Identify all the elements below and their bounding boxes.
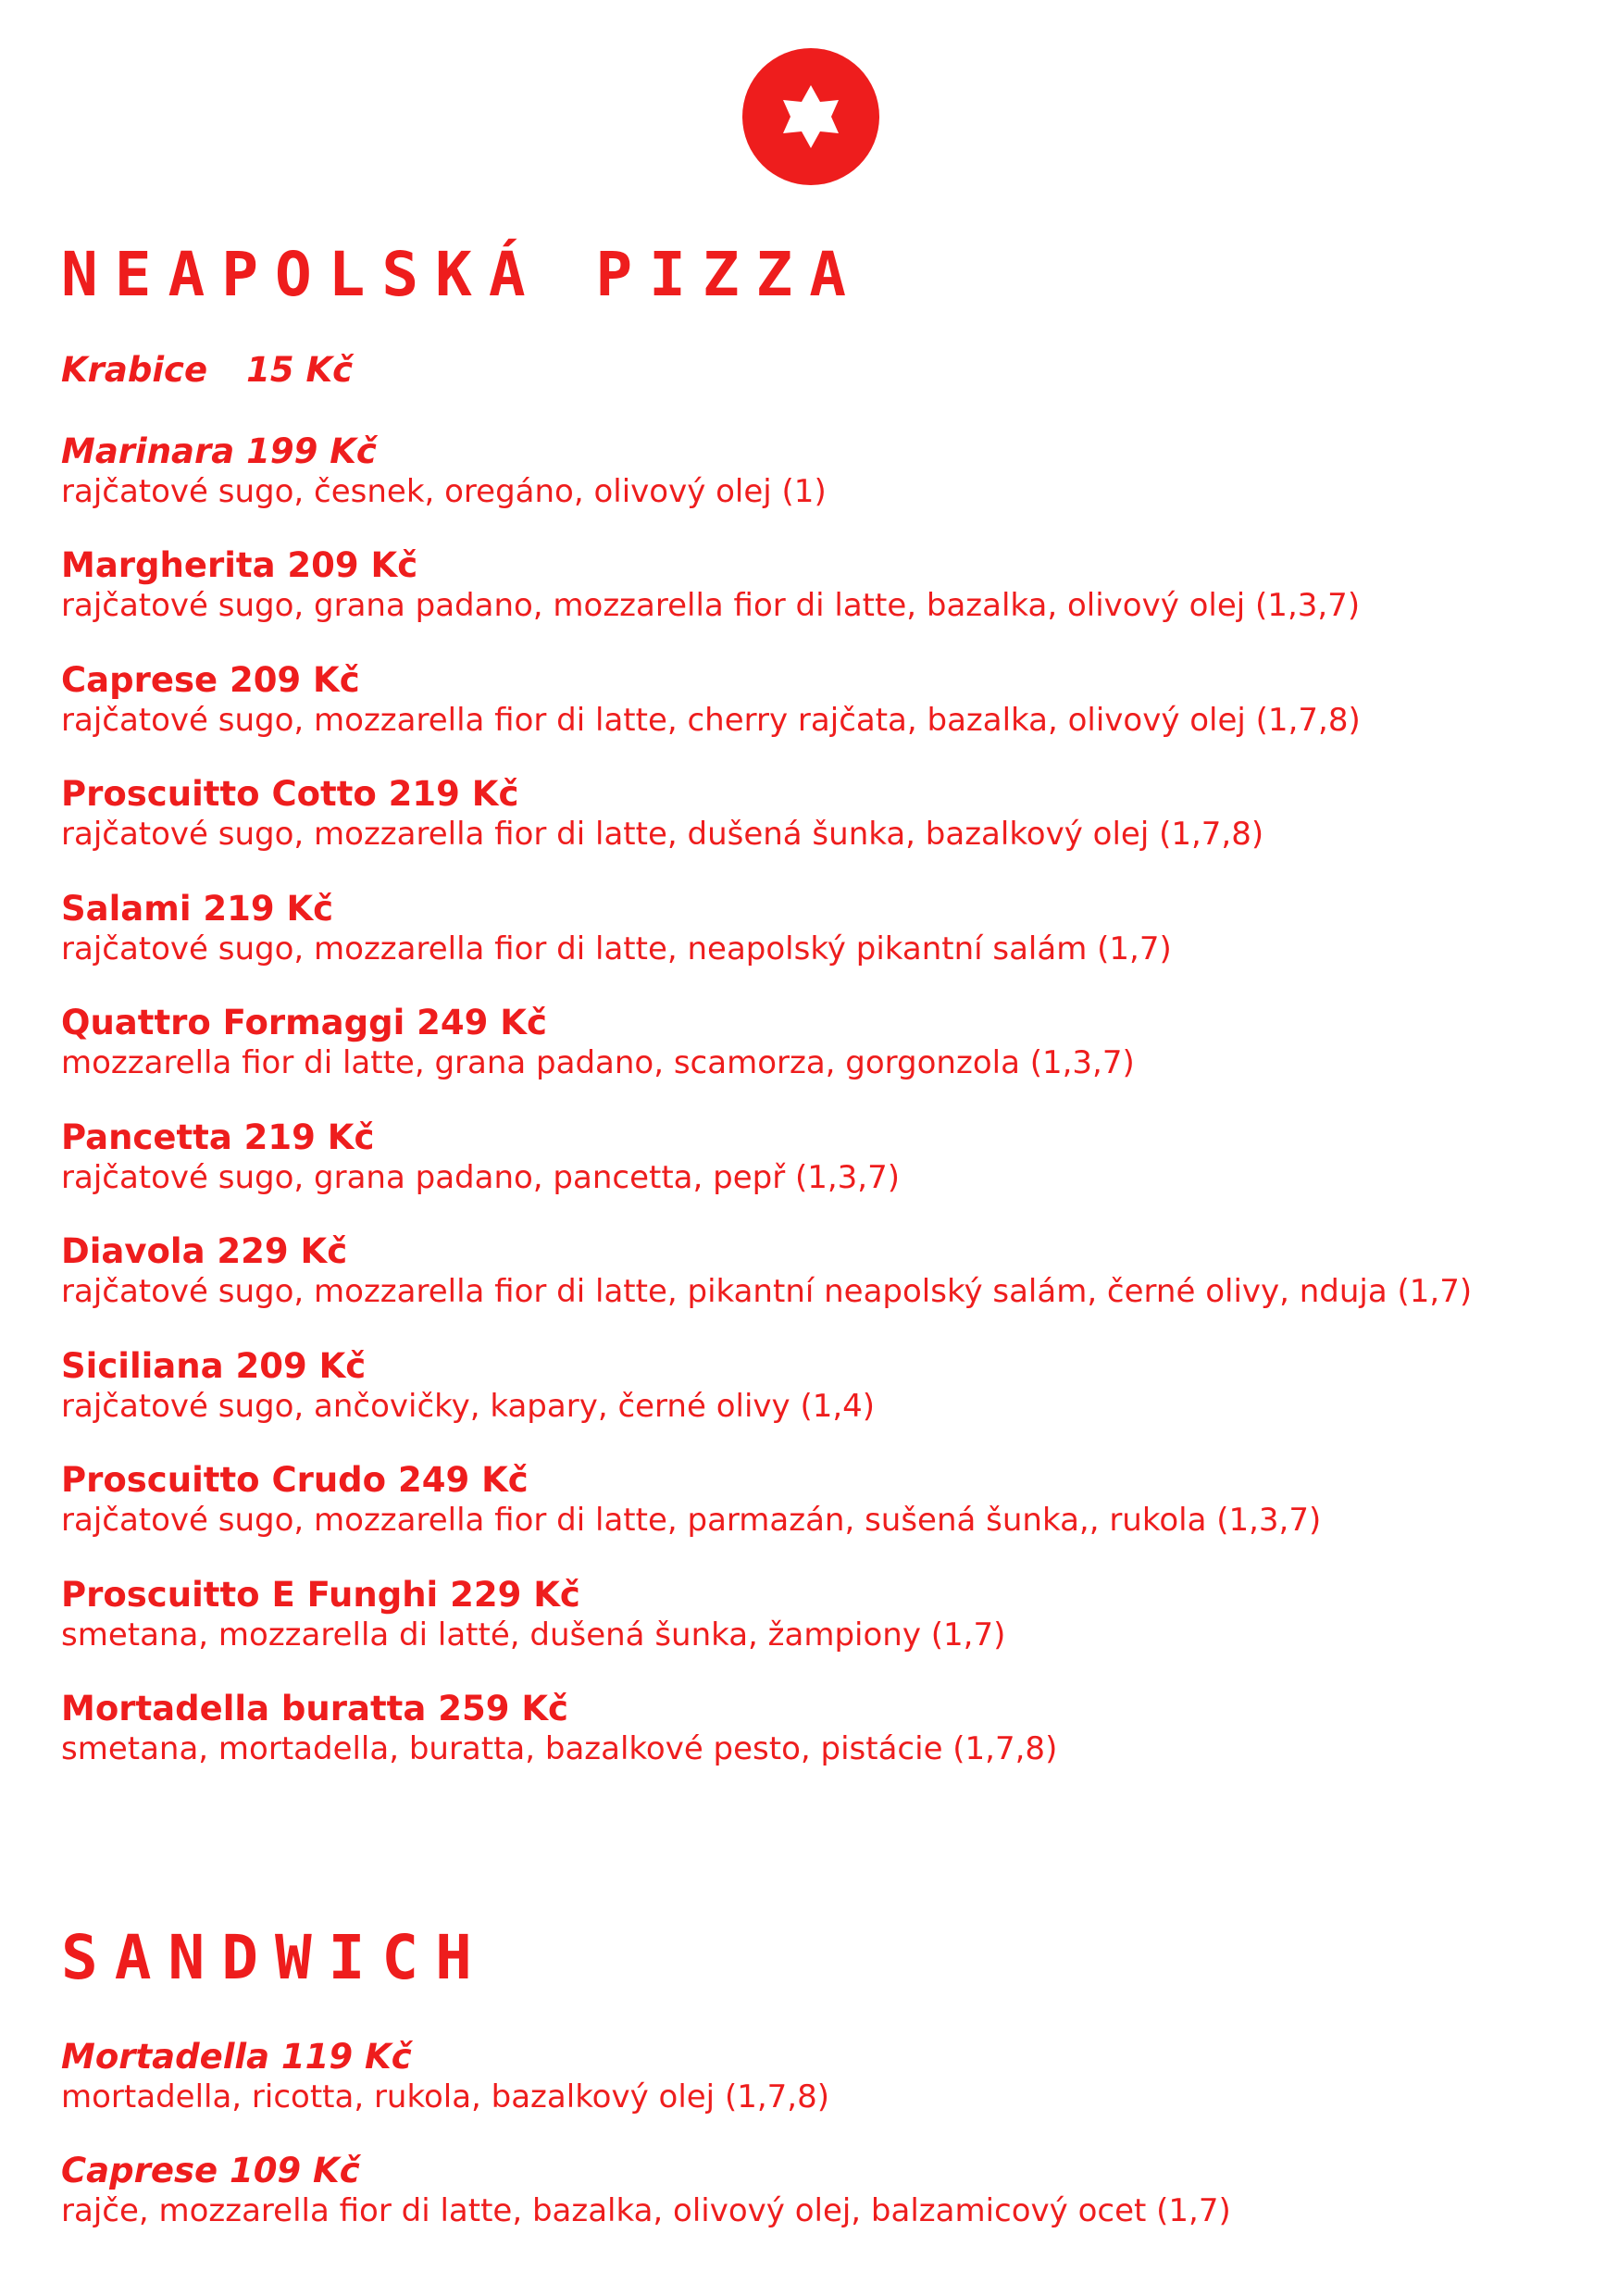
logo [742, 48, 879, 185]
menu-item-name: Pancetta 219 Kč [61, 1117, 375, 1157]
menu-item-name: Proscuitto Cotto 219 Kč [61, 774, 519, 814]
menu-item [61, 1575, 1598, 1654]
menu-item [61, 545, 1598, 625]
menu-item-description: rajčatové sugo, česnek, oregáno, olivový olej (1) [61, 473, 827, 510]
menu-item-name: Diavola 229 Kč [61, 1231, 348, 1271]
menu-item-name: Mortadella buratta 259 Kč [61, 1689, 568, 1728]
menu-item [61, 2037, 1598, 2116]
menu-item-name: Margherita 209 Kč [61, 545, 418, 585]
menu-item-description: smetana, mortadella, buratta, bazalkové pesto, pistácie (1,7,8) [61, 1730, 1058, 1767]
menu-item-description: rajčatové sugo, mozzarella fior di latte, neapolský pikantní salám (1,7) [61, 930, 1172, 967]
menu-item-description: smetana, mozzarella di latté, dušená šunka, žampiony (1,7) [61, 1616, 1006, 1653]
star-badge-icon [742, 48, 879, 185]
section-title-pizza: NEAPOLSKÁ PIZZA [61, 239, 864, 310]
menu-item-description: mozzarella fior di latte, grana padano, scamorza, gorgonzola (1,3,7) [61, 1044, 1135, 1081]
menu-item [61, 1003, 1598, 1082]
menu-item-name: Quattro Formaggi 249 Kč [61, 1003, 547, 1042]
menu-item-description: rajčatové sugo, grana padano, mozzarella fior di latte, bazalka, olivový olej (1,3,7) [61, 587, 1361, 624]
menu-item-name: Proscuitto Crudo 249 Kč [61, 1460, 529, 1500]
menu-item-description: rajčatové sugo, mozzarella fior di latte, pikantní neapolský salám, černé olivy, nduja (1,7) [61, 1273, 1473, 1310]
box-label: Krabice [61, 350, 208, 390]
menu-item [61, 1117, 1598, 1197]
box-price: 15 Kč [246, 350, 354, 390]
menu-item [61, 1231, 1598, 1311]
section-title-sandwich: SANDWICH [61, 1922, 489, 1993]
menu-item-name: Caprese 109 Kč [61, 2151, 360, 2190]
menu-item-description: rajče, mozzarella fior di latte, bazalka, olivový olej, balzamicový ocet (1,7) [61, 2192, 1231, 2229]
menu-item [61, 1460, 1598, 1540]
menu-item [61, 1689, 1598, 1768]
menu-item-description: rajčatové sugo, mozzarella fior di latte, parmazán, sušená šunka,, rukola (1,3,7) [61, 1502, 1322, 1539]
menu-item [61, 889, 1598, 968]
menu-item [61, 774, 1598, 854]
menu-item-description: rajčatové sugo, ančovičky, kapary, černé olivy (1,4) [61, 1388, 876, 1425]
menu-item [61, 660, 1598, 740]
menu-item-description: rajčatové sugo, grana padano, pancetta, pepř (1,3,7) [61, 1159, 901, 1196]
menu-item-name: Marinara 199 Kč [61, 431, 377, 471]
menu-item-name: Proscuitto E Funghi 229 Kč [61, 1575, 580, 1615]
menu-item-description: rajčatové sugo, mozzarella fior di latte, cherry rajčata, bazalka, olivový olej (1,7,8) [61, 702, 1361, 739]
menu-item-name: Siciliana 209 Kč [61, 1346, 367, 1386]
box-price-line [61, 348, 353, 393]
menu-item [61, 1346, 1598, 1426]
menu-item-name: Mortadella 119 Kč [61, 2037, 412, 2077]
menu-item-name: Caprese 209 Kč [61, 660, 360, 700]
menu-item [61, 431, 1598, 511]
menu-item-description: rajčatové sugo, mozzarella fior di latte, dušená šunka, bazalkový olej (1,7,8) [61, 816, 1264, 853]
menu-item-name: Salami 219 Kč [61, 889, 334, 929]
menu-item [61, 2151, 1598, 2230]
menu-item-description: mortadella, ricotta, rukola, bazalkový olej (1,7,8) [61, 2078, 829, 2115]
